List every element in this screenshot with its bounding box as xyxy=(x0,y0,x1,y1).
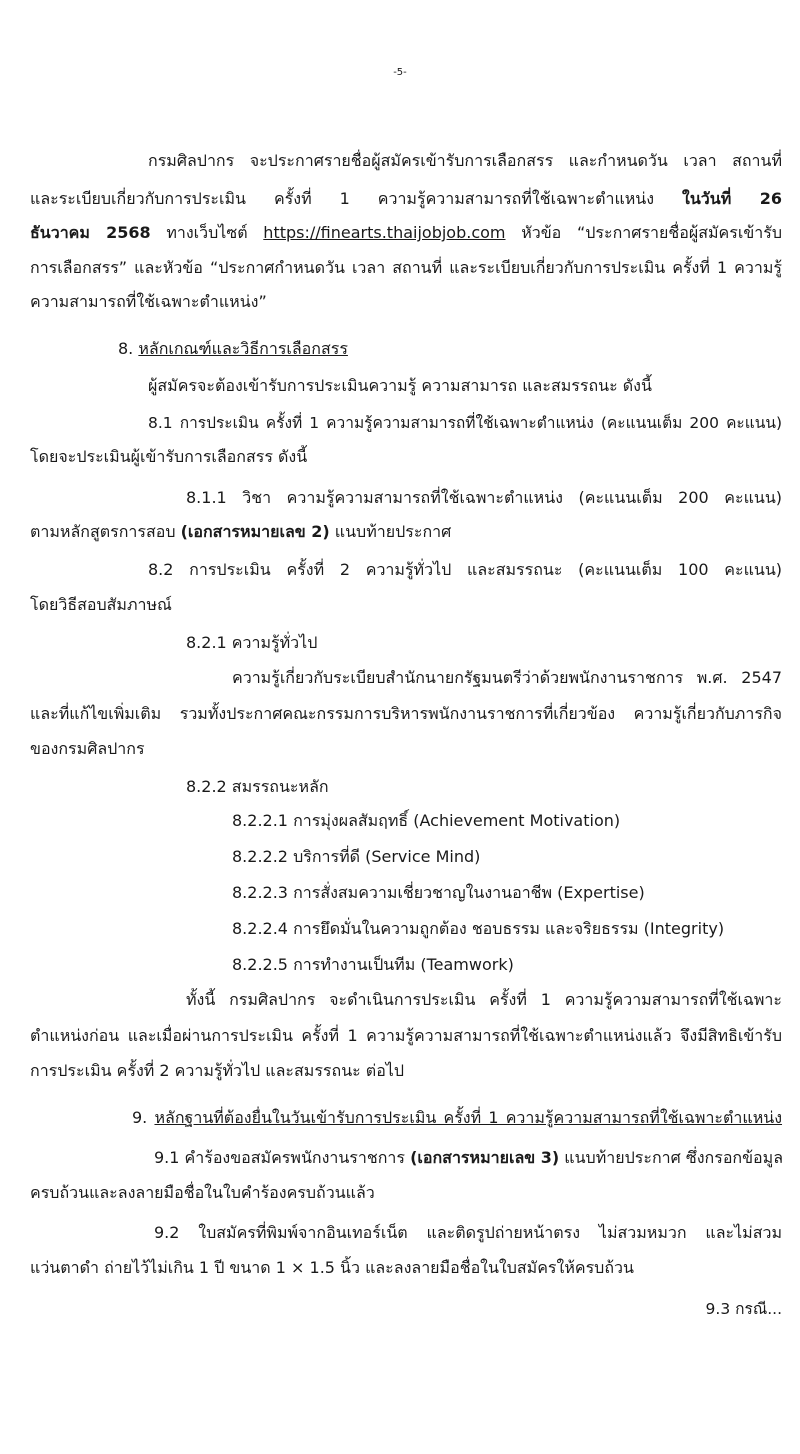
section-9-heading: 9. หลักฐานที่ต้องยื่นในวันเข้ารับการประเมิน ครั้งที่ 1 ความรู้ความสามารถที่ใช้เฉพาะตำแหน่ง xyxy=(132,1108,783,1127)
continuation-note: 9.3 กรณี... xyxy=(705,1300,782,1318)
s9-1-line-2: ครบถ้วนและลงลายมือชื่อในใบคำร้องครบถ้วนแล้ว xyxy=(30,1183,375,1202)
s9-1-line-1: 9.1 คำร้องขอสมัครพนักงานราชการ (เอกสารหมายเลข 3) แนบท้ายประกาศ ซึ่งกรอกข้อมูล xyxy=(154,1148,784,1167)
s8-closing-line-1: ทั้งนี้ กรมศิลปากร จะดำเนินการประเมิน ครั้งที่ 1 ความรู้ความสามารถที่ใช้เฉพาะ xyxy=(186,990,782,1009)
intro-line-2: และระเบียบเกี่ยวกับการประเมิน ครั้งที่ 1 ความรู้ความสามารถที่ใช้เฉพาะตำแหน่ง ในวันที่ 26 xyxy=(30,189,782,208)
section-8-heading: 8. หลักเกณฑ์และวิธีการเลือกสรร xyxy=(118,339,348,358)
s8-closing-line-3: การประเมิน ครั้งที่ 2 ความรู้ทั่วไป และสมรรถนะ ต่อไป xyxy=(30,1061,405,1080)
competency-item: 8.2.2.4 การยึดมั่นในความถูกต้อง ชอบธรรม และจริยธรรม (Integrity) xyxy=(232,919,725,938)
competency-item: 8.2.2.3 การสั่งสมความเชี่ยวชาญในงานอาชีพ (Expertise) xyxy=(232,883,645,902)
intro-line-3: ธันวาคม 2568 ทางเว็บไซต์ https://finearts.thaijobjob.com หัวข้อ “ประกาศรายชื่อผู้สมัครเข้ารับ xyxy=(30,223,782,242)
s8-2-line-2: โดยวิธีสอบสัมภาษณ์ xyxy=(30,595,172,614)
competency-item: 8.2.2.5 การทำงานเป็นทีม (Teamwork) xyxy=(232,955,514,974)
s8-2-1-line-2: และที่แก้ไขเพิ่มเติม รวมทั้งประกาศคณะกรรมการบริหารพนักงานราชการที่เกี่ยวข้อง ความรู้เกี่ยวกับภารกิจ xyxy=(30,704,782,723)
s8-2-1-title: 8.2.1 ความรู้ทั่วไป xyxy=(186,633,318,652)
section-8-intro: ผู้สมัครจะต้องเข้ารับการประเมินความรู้ ความสามารถ และสมรรถนะ ดังนี้ xyxy=(148,376,652,395)
s9-2-line-2: แว่นตาดำ ถ่ายไว้ไม่เกิน 1 ปี ขนาด 1 × 1.5 นิ้ว และลงลายมือชื่อในใบสมัครให้ครบถ้วน xyxy=(30,1258,634,1277)
s8-closing-line-2: ตำแหน่งก่อน และเมื่อผ่านการประเมิน ครั้งที่ 1 ความรู้ความสามารถที่ใช้เฉพาะตำแหน่งแล้ว จึงมีสิทธิเข้ารับ xyxy=(30,1026,782,1045)
website-link[interactable]: https://finearts.thaijobjob.com xyxy=(263,223,506,242)
s8-1-line-1: 8.1 การประเมิน ครั้งที่ 1 ความรู้ความสามารถที่ใช้เฉพาะตำแหน่ง (คะแนนเต็ม 200 คะแนน) xyxy=(148,414,782,432)
s8-2-1-line-1: ความรู้เกี่ยวกับระเบียบสำนักนายกรัฐมนตรีว่าด้วยพนักงานราชการ พ.ศ. 2547 xyxy=(232,668,782,687)
competency-item: 8.2.2.1 การมุ่งผลสัมฤทธิ์ (Achievement Motivation) xyxy=(232,811,621,830)
s9-2-line-1: 9.2 ใบสมัครที่พิมพ์จากอินเทอร์เน็ต และติดรูปถ่ายหน้าตรง ไม่สวมหมวก และไม่สวม xyxy=(154,1223,782,1242)
competency-item: 8.2.2.2 บริการที่ดี (Service Mind) xyxy=(232,847,481,866)
intro-line-1: กรมศิลปากร จะประกาศรายชื่อผู้สมัครเข้ารับการเลือกสรร และกำหนดวัน เวลา สถานที่ xyxy=(148,151,782,170)
s8-1-1-line-2: ตามหลักสูตรการสอบ (เอกสารหมายเลข 2) แนบท้ายประกาศ xyxy=(30,522,452,541)
page-number: -5- xyxy=(393,67,407,78)
s8-2-line-1: 8.2 การประเมิน ครั้งที่ 2 ความรู้ทั่วไป และสมรรถนะ (คะแนนเต็ม 100 คะแนน) xyxy=(148,560,782,579)
s8-2-2-title: 8.2.2 สมรรถนะหลัก xyxy=(186,777,329,796)
s8-1-1-line-1: 8.1.1 วิชา ความรู้ความสามารถที่ใช้เฉพาะตำแหน่ง (คะแนนเต็ม 200 คะแนน) xyxy=(186,488,782,507)
s8-2-1-line-3: ของกรมศิลปากร xyxy=(30,739,145,758)
intro-line-4: การเลือกสรร” และหัวข้อ “ประกาศกำหนดวัน เวลา สถานที่ และระเบียบเกี่ยวกับการประเมิน ครั้งที่ 1 ความรู้ xyxy=(30,258,782,277)
intro-line-5: ความสามารถที่ใช้เฉพาะตำแหน่ง” xyxy=(30,292,267,311)
s8-1-line-2: โดยจะประเมินผู้เข้ารับการเลือกสรร ดังนี้ xyxy=(30,447,308,466)
